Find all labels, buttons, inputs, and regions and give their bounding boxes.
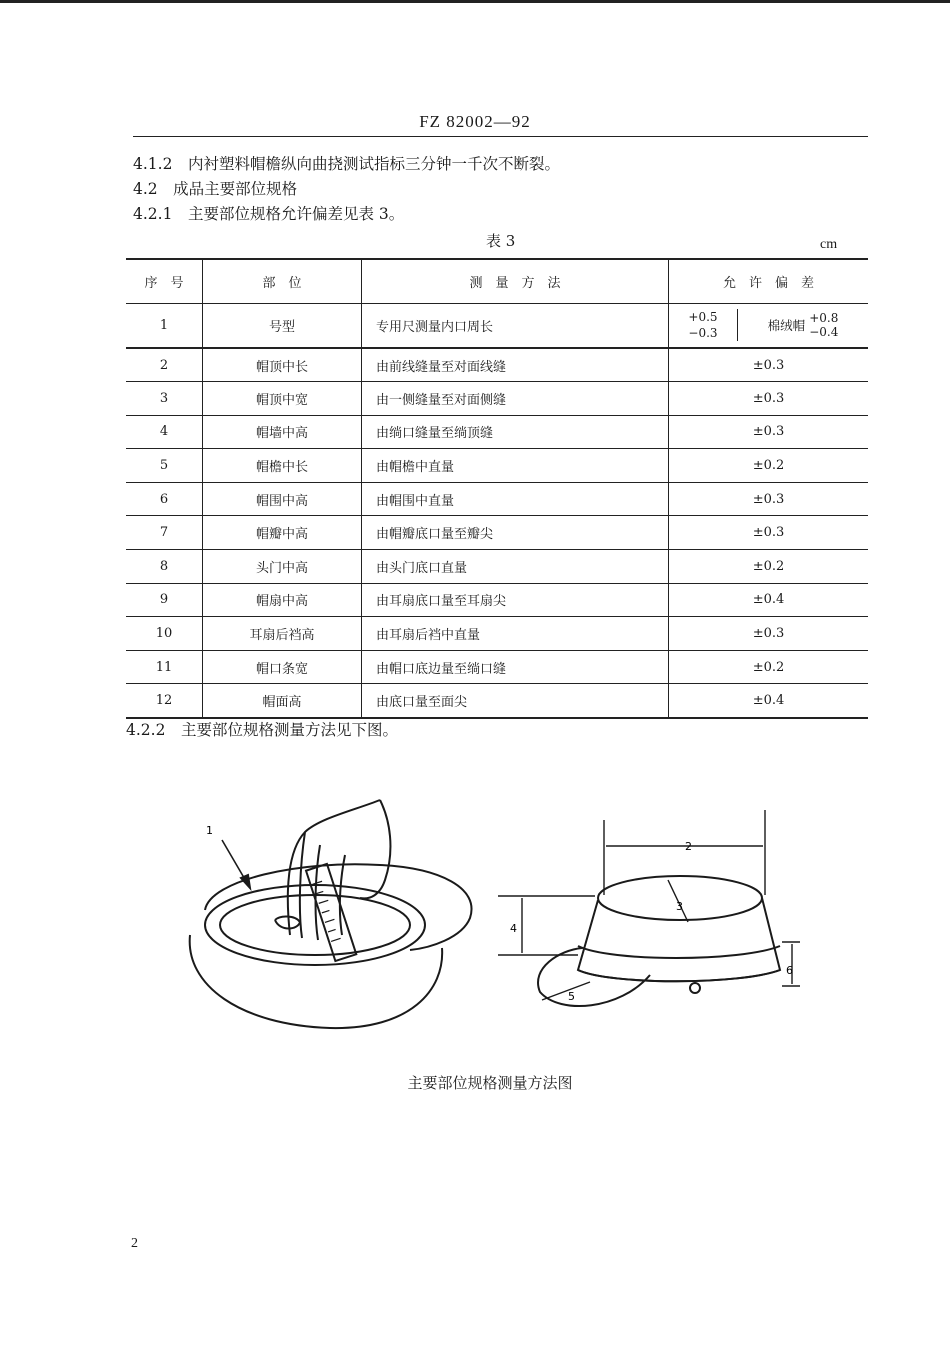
cell-part: 耳扇后裆高: [203, 617, 362, 651]
heading-4-2: 4.2 成品主要部位规格: [133, 180, 298, 198]
table-row: [126, 617, 868, 651]
cotton-hat-label: 棉绒帽: [767, 318, 806, 334]
cap-button: [690, 983, 700, 993]
cell-part: 帽顶中长: [203, 348, 362, 382]
cell-part: 头门中高: [203, 550, 362, 584]
table-row: [126, 415, 868, 449]
cell-method: 由耳扇底口量至耳扇尖: [362, 583, 669, 617]
document-code: FZ 82002—92: [419, 112, 531, 131]
measurement-figure: [180, 770, 820, 1060]
table-row: [126, 382, 868, 416]
cell-tolerance: ±0.2: [669, 550, 869, 584]
table-caption: 表 3: [486, 232, 516, 250]
cotton-plus: +0.8: [809, 311, 839, 326]
figure-caption: 主要部位规格测量方法图: [407, 1074, 573, 1092]
cell-no: 5: [126, 449, 203, 483]
cell-part: 帽扇中高: [203, 583, 362, 617]
table-row: [126, 303, 868, 348]
cell-tolerance: ±0.3: [669, 617, 869, 651]
cap-top: [598, 876, 762, 920]
cell-method: 由绱口缝量至绱顶缝: [362, 415, 669, 449]
label-3: 3: [676, 900, 683, 913]
table-row: [126, 583, 868, 617]
label-1: 1: [206, 824, 213, 837]
cell-method: 专用尺测量内口周长: [362, 303, 669, 348]
cell-part: 帽围中高: [203, 482, 362, 516]
cell-method: 由帽口底边量至绱口缝: [362, 650, 669, 684]
table-row: [126, 348, 868, 382]
cotton-minus: −0.4: [809, 325, 839, 340]
cell-no: 1: [126, 303, 203, 348]
cell-tolerance: ±0.2: [669, 449, 869, 483]
cell-part: 帽顶中宽: [203, 382, 362, 416]
cell-tolerance: ±0.3: [669, 382, 869, 416]
tolerance-minus: −0.3: [688, 326, 718, 341]
cell-tolerance: ±0.4: [669, 583, 869, 617]
table-unit: cm: [820, 237, 838, 252]
cell-no: 9: [126, 583, 203, 617]
table-row: [126, 550, 868, 584]
label-6: 6: [786, 964, 793, 977]
label-4: 4: [510, 922, 517, 935]
table-header-row: [126, 259, 868, 303]
table-row: [126, 684, 868, 718]
cell-tolerance: ±0.4: [669, 684, 869, 718]
tolerance-plus: +0.5: [688, 310, 718, 325]
cell-no: 10: [126, 617, 203, 651]
header-no: 序 号: [126, 259, 203, 303]
cell-tolerance: ±0.3: [669, 482, 869, 516]
label-5: 5: [568, 990, 575, 1003]
tolerance-cotton: [738, 309, 868, 341]
table-row: [126, 482, 868, 516]
header-tolerance: 允 许 偏 差: [669, 259, 869, 303]
paragraph-4-2-1: 4.2.1 主要部位规格允许偏差见表 3。: [133, 205, 405, 223]
cell-no: 6: [126, 482, 203, 516]
cap-band: [578, 946, 780, 981]
cell-method: 由头门底口直量: [362, 550, 669, 584]
cell-tolerance: ±0.3: [669, 415, 869, 449]
ruler: [306, 864, 356, 961]
cell-part: 帽墙中高: [203, 415, 362, 449]
page-number: 2: [131, 1236, 138, 1251]
table-row: [126, 516, 868, 550]
cell-no: 11: [126, 650, 203, 684]
cell-method: 由帽檐中直量: [362, 449, 669, 483]
cell-tolerance: ±0.3: [669, 348, 869, 382]
cell-part: 帽口条宽: [203, 650, 362, 684]
table-body: [126, 348, 868, 718]
scan-edge: [0, 0, 950, 3]
cell-part: 帽面高: [203, 684, 362, 718]
spec-table: [126, 258, 868, 719]
tolerance-general: [669, 309, 738, 341]
cell-method: 由底口量至面尖: [362, 684, 669, 718]
cell-part: 号型: [203, 303, 362, 348]
cell-tolerance: ±0.3: [669, 516, 869, 550]
cell-tolerance: [669, 303, 869, 348]
cell-no: 2: [126, 348, 203, 382]
cell-method: 由耳扇后裆中直量: [362, 617, 669, 651]
header-part: 部 位: [203, 259, 362, 303]
table-row: [126, 650, 868, 684]
cell-method: 由前线缝量至对面线缝: [362, 348, 669, 382]
cell-no: 7: [126, 516, 203, 550]
cell-method: 由帽围中直量: [362, 482, 669, 516]
cotton-tolerance-stack: [809, 311, 838, 339]
table-row: [126, 449, 868, 483]
cell-no: 8: [126, 550, 203, 584]
cell-method: 由一侧缝量至对面侧缝: [362, 382, 669, 416]
header-method: 测 量 方 法: [362, 259, 669, 303]
dim-5: [542, 982, 590, 1000]
cell-no: 3: [126, 382, 203, 416]
cell-part: 帽檐中长: [203, 449, 362, 483]
label-2: 2: [685, 840, 692, 853]
header-rule: [133, 136, 868, 137]
tolerance-split: [669, 309, 868, 341]
cell-tolerance: ±0.2: [669, 650, 869, 684]
cell-method: 由帽瓣底口量至瓣尖: [362, 516, 669, 550]
cell-part: 帽瓣中高: [203, 516, 362, 550]
cell-no: 12: [126, 684, 203, 718]
paragraph-4-2-2: 4.2.2 主要部位规格测量方法见下图。: [126, 721, 398, 739]
paragraph-4-1-2: 4.1.2 内衬塑料帽檐纵向曲挠测试指标三分钟一千次不断裂。: [133, 155, 560, 173]
cell-no: 4: [126, 415, 203, 449]
